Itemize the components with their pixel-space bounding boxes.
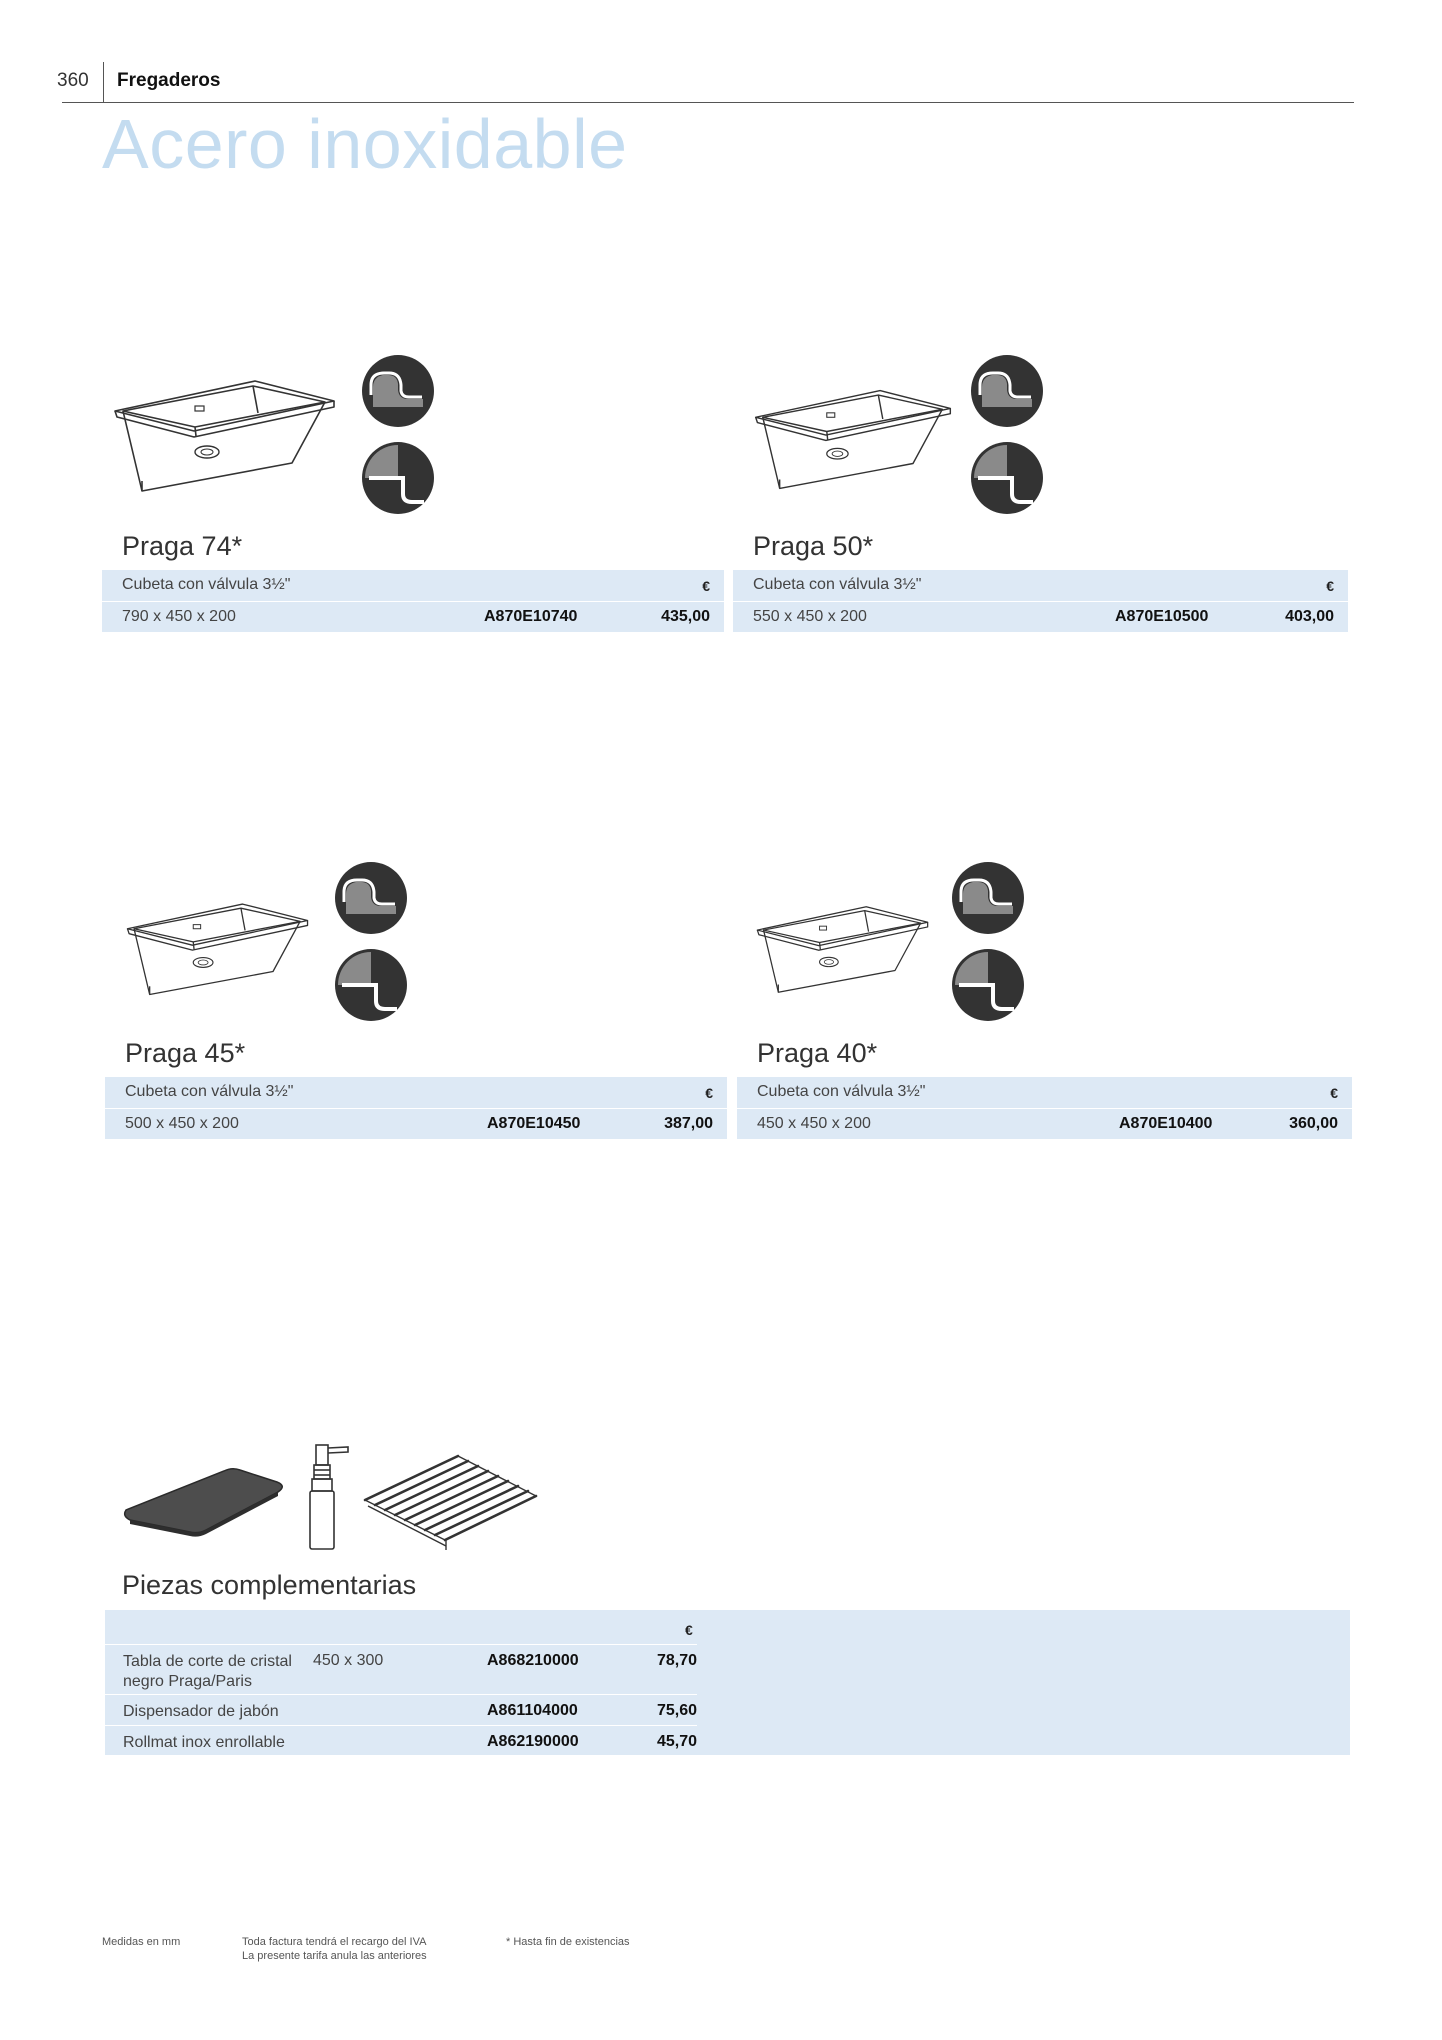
product-code: A870E10400 <box>1119 1115 1213 1132</box>
product-card <box>733 353 1355 673</box>
overmount-installation-icon <box>360 353 436 429</box>
currency-label: € <box>702 578 710 594</box>
product-header-row <box>737 1077 1352 1109</box>
accessory-name: Dispensador de jabón <box>123 1703 279 1720</box>
product-card <box>102 353 724 673</box>
footer-note-stock: * Hasta fin de existencias <box>506 1936 630 1948</box>
accessory-name: Rollmat inox enrollable <box>123 1734 285 1751</box>
product-price: 387,00 <box>664 1115 713 1132</box>
section-name: Fregaderos <box>117 70 221 91</box>
accessories-title: Piezas complementarias <box>122 1570 417 1600</box>
header-divider <box>103 62 104 102</box>
accessory-price: 45,70 <box>656 1733 697 1750</box>
overmount-installation-icon <box>333 860 409 936</box>
footer-note-vat: Toda factura tendrá el recargo del IVA <box>242 1936 427 1948</box>
product-name: Praga 50* <box>753 531 874 561</box>
product-description: Cubeta con válvula 3½" <box>753 576 922 593</box>
product-price: 435,00 <box>661 608 710 625</box>
product-code: A870E10450 <box>487 1115 581 1132</box>
product-description: Cubeta con válvula 3½" <box>122 576 291 593</box>
accessory-code: A868210000 <box>487 1652 579 1669</box>
product-description: Cubeta con válvula 3½" <box>125 1083 294 1100</box>
undermount-installation-icon <box>333 947 409 1023</box>
footer-note-units: Medidas en mm <box>102 1936 181 1948</box>
product-header-row <box>102 570 724 602</box>
currency-label: € <box>1330 1085 1338 1101</box>
accessory-code: A862190000 <box>487 1733 579 1750</box>
product-price: 403,00 <box>1285 608 1334 625</box>
product-code: A870E10740 <box>484 608 578 625</box>
accessory-name: Tabla de corte de cristal negro Praga/Paris <box>123 1653 292 1690</box>
currency-label: € <box>705 1085 713 1101</box>
product-dimensions: 450 x 450 x 200 <box>757 1115 871 1132</box>
product-name: Praga 45* <box>125 1038 246 1068</box>
sink-image <box>755 892 930 1014</box>
product-table <box>105 1077 727 1139</box>
sink-image <box>753 381 953 506</box>
product-table <box>102 570 724 632</box>
product-dimensions: 550 x 450 x 200 <box>753 608 867 625</box>
product-card <box>737 860 1359 1180</box>
product-header-row <box>733 570 1348 602</box>
undermount-installation-icon <box>969 440 1045 516</box>
accessory-price: 78,70 <box>656 1652 697 1669</box>
currency-label: € <box>685 1622 693 1638</box>
cutting-board-image <box>122 1452 287 1537</box>
product-dimensions: 500 x 450 x 200 <box>125 1115 239 1132</box>
product-code: A870E10500 <box>1115 608 1209 625</box>
roll-mat-image <box>360 1448 538 1553</box>
product-dimensions: 790 x 450 x 200 <box>122 608 236 625</box>
product-table <box>733 570 1348 632</box>
product-header-row <box>105 1077 727 1109</box>
product-table <box>737 1077 1352 1139</box>
product-name: Praga 74* <box>122 531 243 561</box>
sink-image <box>112 373 337 508</box>
product-name: Praga 40* <box>757 1038 878 1068</box>
undermount-installation-icon <box>950 947 1026 1023</box>
page-number: 360 <box>57 70 89 91</box>
overmount-installation-icon <box>950 860 1026 936</box>
page-title: Acero inoxidable <box>102 105 628 183</box>
product-price: 360,00 <box>1289 1115 1338 1132</box>
table-row <box>105 1725 697 1756</box>
accessory-code: A861104000 <box>487 1702 578 1719</box>
product-description: Cubeta con válvula 3½" <box>757 1083 926 1100</box>
undermount-installation-icon <box>360 440 436 516</box>
currency-label: € <box>1326 578 1334 594</box>
footer-note-tariff: La presente tarifa anula las anteriores <box>242 1950 427 1962</box>
product-card <box>105 860 727 1180</box>
table-row <box>105 1644 697 1695</box>
accessory-price: 75,60 <box>656 1702 697 1719</box>
header-rule <box>62 102 1354 103</box>
table-row <box>105 1694 697 1726</box>
accessories-table <box>105 1610 1350 1755</box>
soap-dispenser-image <box>300 1442 355 1552</box>
accessory-size: 450 x 300 <box>313 1652 384 1669</box>
sink-image <box>125 892 310 1014</box>
overmount-installation-icon <box>969 353 1045 429</box>
